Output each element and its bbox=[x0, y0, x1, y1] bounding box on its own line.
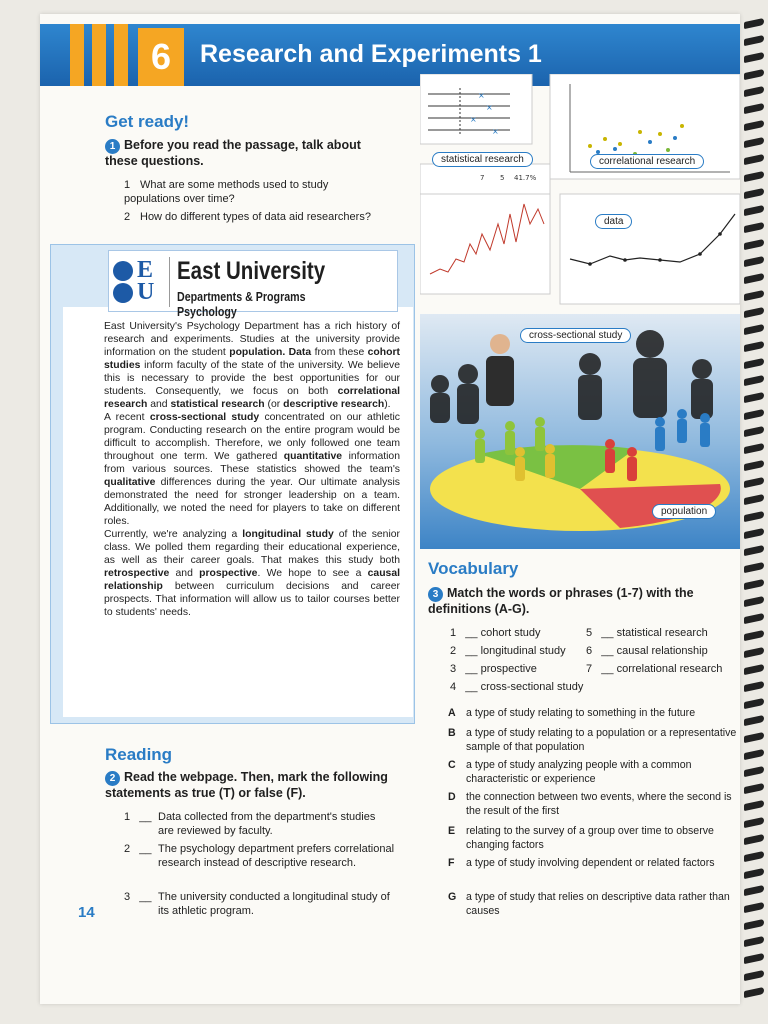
definition-item: G a type of study that relies on descriptive data rather than causes bbox=[448, 891, 730, 917]
vocab-word: 2 __ longitudinal study bbox=[450, 645, 566, 657]
label-population: population bbox=[652, 504, 716, 519]
svg-text:7: 7 bbox=[480, 174, 485, 182]
definition-item: D the connection between two events, where the second is the result of the first bbox=[448, 791, 732, 817]
svg-text:×: × bbox=[470, 115, 477, 124]
article-paragraph-3: Currently, we're analyzing a longitudinal study of the senior class. We polled them regarding their educational experience, as well as their career goals. That makes this study both retrospective and prospective. We hope to see a causal relationship between curriculum decisions and career prospects. That information will allow us to tailor courses better to students' needs. bbox=[104, 529, 401, 618]
svg-text:5: 5 bbox=[500, 174, 505, 182]
task-number-badge: 1 bbox=[105, 139, 120, 154]
spiral-binding bbox=[744, 20, 766, 1010]
task-number-badge: 3 bbox=[428, 587, 443, 602]
page-number: 14 bbox=[78, 904, 95, 921]
definition-item: C a type of study analyzing people with a common characteristic or experience bbox=[448, 759, 692, 785]
textbook-page bbox=[40, 14, 740, 1004]
population-photo-illustration bbox=[420, 314, 740, 549]
svg-text:×: × bbox=[492, 127, 499, 136]
article-paragraph-1: East University's Psychology Department has a rich history of research and experiments. Studies at the university provide information on the student population. Data from these cohort studies inform faculty of the state of the university. We believe this is necessary to provide the best opportunities for our students. Consequently, we focus on both correlational research and statistical research (or descriptive research). bbox=[104, 321, 400, 410]
true-false-statement: 1 __ Data collected from the department's studies are reviewed by faculty. bbox=[124, 811, 376, 837]
vocab-word: 7 __ correlational research bbox=[586, 663, 723, 675]
article-paragraph-2: A recent cross-sectional study concentrated on our athletic program. Conducting research on the entire program would be difficult to accomplish. Therefore, we only followed one team throughout one term. We gathered quantitative information from various sources. These statistics showed the team's qualitative differences during the year. Our ultimate analysis demonstrated the need for stronger leadership on a team. Additionally, we noted the need for players to take on different roles. bbox=[104, 412, 400, 527]
reading-instruction: 2 Read the webpage. Then, mark the following statements as true (T) or false (F). bbox=[105, 770, 388, 800]
get-ready-instruction bbox=[105, 138, 390, 169]
charts-graphic bbox=[420, 74, 740, 314]
vocab-word: 4 __ cross-sectional study bbox=[450, 681, 584, 693]
university-logo-icon: E U bbox=[113, 261, 163, 305]
label-data: data bbox=[595, 214, 632, 229]
task-text: Before you read the passage, talk about these questions. bbox=[105, 138, 361, 168]
svg-text:×: × bbox=[478, 91, 485, 100]
vocab-word: 6 __ causal relationship bbox=[586, 645, 708, 657]
question-item: 1 What are some methods used to study populations over time? bbox=[124, 179, 329, 205]
unit-number: 6 bbox=[138, 28, 184, 86]
university-name: East University bbox=[177, 257, 326, 285]
department-subtitle: Departments & Programs Psychology bbox=[177, 289, 306, 319]
vocabulary-heading: Vocabulary bbox=[428, 559, 519, 578]
definition-item: E relating to the survey of a group over time to observe changing factors bbox=[448, 825, 714, 851]
svg-text:41.7%: 41.7% bbox=[514, 174, 537, 182]
vocab-word: 3 __ prospective bbox=[450, 663, 537, 675]
label-cross-sectional-study: cross-sectional study bbox=[520, 328, 631, 343]
definition-item: F a type of study involving dependent or related factors bbox=[448, 857, 715, 869]
university-logo-header bbox=[108, 250, 398, 319]
get-ready-heading: Get ready! bbox=[105, 112, 190, 131]
definition-item: A a type of study relating to something in the future bbox=[448, 707, 696, 719]
vocabulary-instruction: 3 Match the words or phrases (1-7) with the definitions (A-G). bbox=[428, 586, 694, 616]
question-item: 2 How do different types of data aid researchers? bbox=[124, 211, 371, 223]
label-correlational-research: correlational research bbox=[590, 154, 704, 169]
research-charts-illustration bbox=[420, 74, 740, 314]
svg-text:×: × bbox=[486, 103, 493, 112]
article-text bbox=[104, 320, 400, 619]
true-false-statement: 3 __ The university conducted a longitudinal study of its athletic program. bbox=[124, 891, 390, 917]
unit-title: Research and Experiments 1 bbox=[200, 40, 542, 68]
reading-heading: Reading bbox=[105, 745, 173, 764]
vocab-word: 1 __ cohort study bbox=[450, 627, 541, 639]
label-statistical-research: statistical research bbox=[432, 152, 533, 167]
definition-item: B a type of study relating to a population or a representative sample of that population bbox=[448, 727, 737, 753]
vocab-word: 5 __ statistical research bbox=[586, 627, 708, 639]
true-false-statement: 2 __ The psychology department prefers correlational research instead of descriptive research. bbox=[124, 843, 395, 869]
task-number-badge: 2 bbox=[105, 771, 120, 786]
